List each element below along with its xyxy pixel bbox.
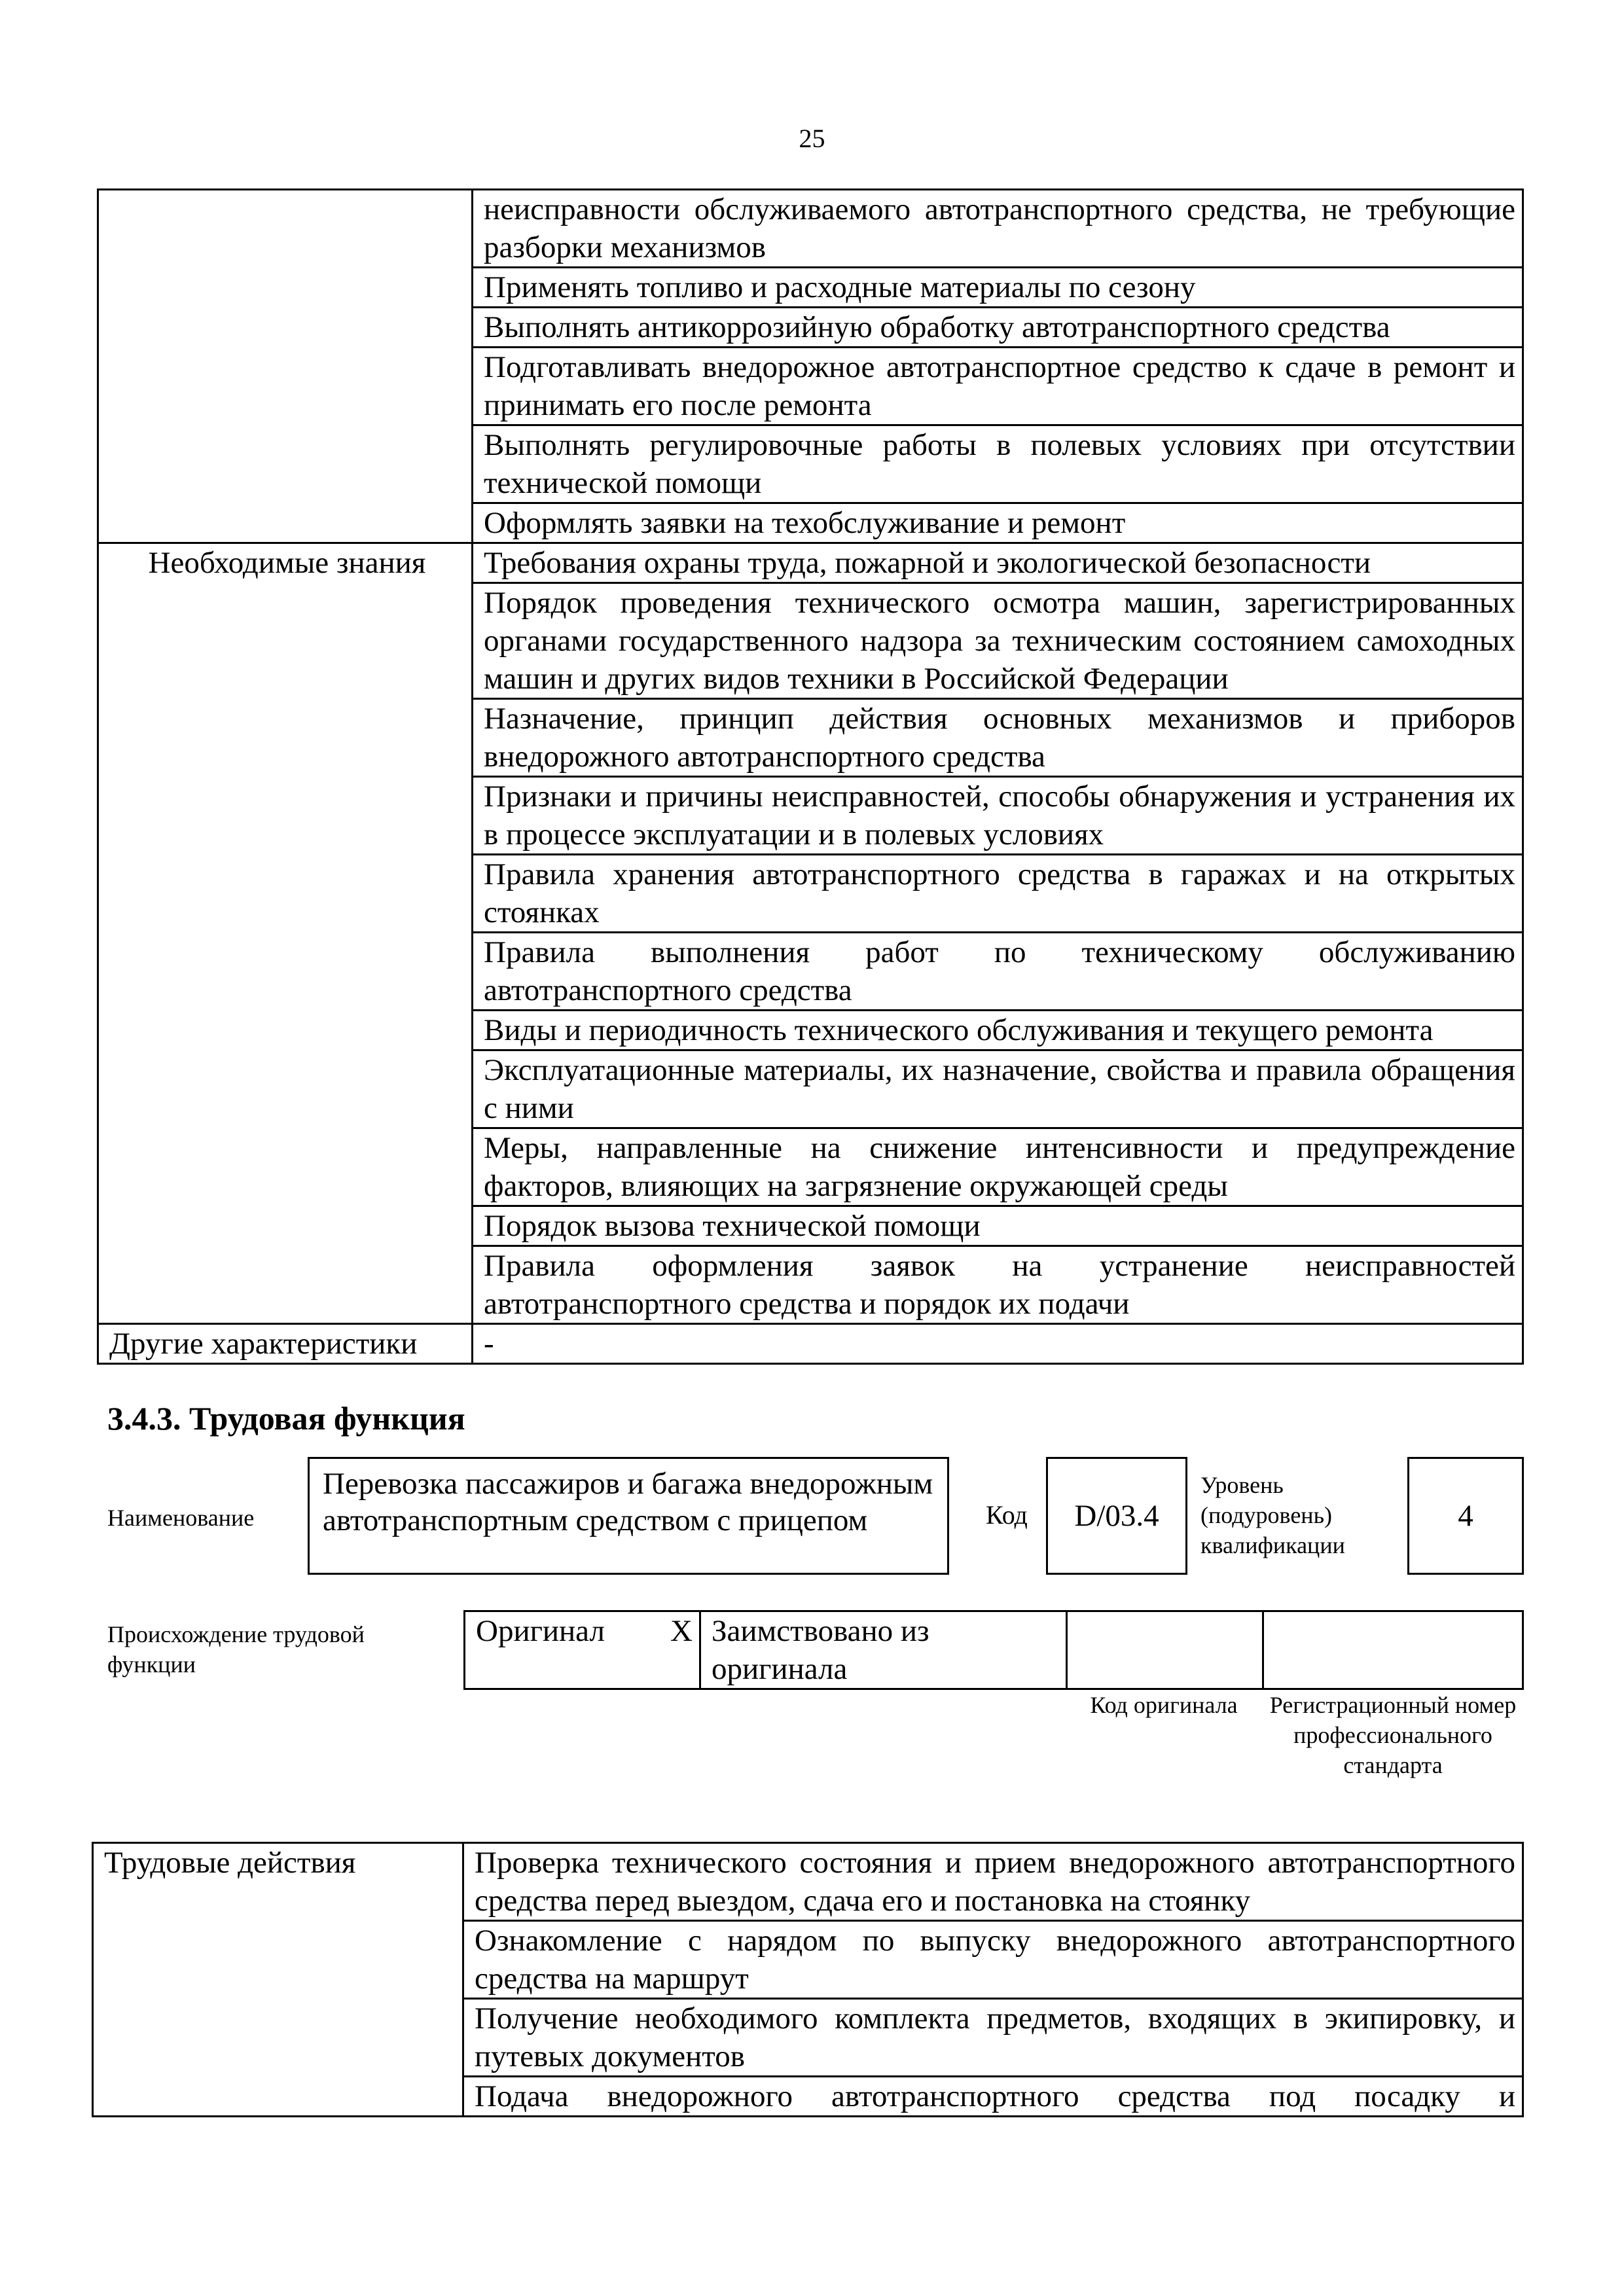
table-cell: Выполнять антикоррозийную обработку автотранспортного средства [473, 308, 1523, 348]
code-label: Код [986, 1500, 1028, 1530]
table-cell: Применять топливо и расходные материалы по сезону [473, 268, 1523, 308]
registration-number-cell [1263, 1611, 1523, 1689]
table-row [465, 1611, 1523, 1689]
table-cell: Проверка технического состояния и прием внедорожного автотранспортного средства перед выездом, сдача его и постановка на стоянку [463, 1843, 1523, 1921]
skills-label-cell [98, 190, 473, 543]
table-cell: Получение необходимого комплекта предметов, входящих в экипировку, и путевых документов [463, 1999, 1523, 2077]
actions-table [92, 1842, 1524, 2117]
table-cell: Правила оформления заявок на устранение неисправностей автотранспортного средства и порядок их подачи [473, 1246, 1523, 1324]
section-title: 3.4.3. Трудовая функция [107, 1400, 465, 1437]
table-cell: Требования охраны труда, пожарной и экологической безопасности [473, 543, 1523, 583]
table-cell: Правила хранения автотранспортного средства в гаражах и на открытых стоянках [473, 855, 1523, 933]
registration-caption: Регистрационный номер профессионального стандарта [1269, 1692, 1517, 1778]
table-cell: Назначение, принцип действия основных механизмов и приборов внедорожного автотранспортного средства [473, 699, 1523, 777]
origin-table [463, 1610, 1524, 1690]
function-name-box: Перевозка пассажиров и багажа внедорожным автотранспортным средством с прицепом [308, 1457, 949, 1575]
table-cell: Правила выполнения работ по техническому обслуживанию автотранспортного средства [473, 933, 1523, 1011]
table-cell: Эксплуатационные материалы, их назначение, свойства и правила обращения с ними [473, 1050, 1523, 1128]
actions-label: Трудовые действия [93, 1843, 463, 2117]
table-cell: Оформлять заявки на техобслуживание и ремонт [473, 503, 1523, 543]
borrowed-label: Заимствовано из оригинала [700, 1611, 1067, 1689]
table-row [98, 190, 1523, 268]
original-code-cell [1067, 1611, 1263, 1689]
table-cell: Порядок проведения технического осмотра машин, зарегистрированных органами государственного надзора за техническим состоянием самоходных машин и других видов техники в Российской Федерации [473, 583, 1523, 699]
table-row [98, 543, 1523, 583]
table-cell: Ознакомление с нарядом по выпуску внедорожного автотранспортного средства на маршрут [463, 1921, 1523, 1999]
table-cell: Подача внедорожного автотранспортного средства под посадку и [463, 2077, 1523, 2117]
name-label: Наименование [107, 1505, 255, 1531]
page-number: 25 [799, 124, 825, 153]
table-cell: Подготавливать внедорожное автотранспортное средство к сдаче в ремонт и принимать его после ремонта [473, 348, 1523, 425]
table-cell: Виды и периодичность технического обслуживания и текущего ремонта [473, 1011, 1523, 1050]
origin-label: Происхождение трудовой функции [107, 1621, 365, 1677]
table-row [98, 1324, 1523, 1364]
table-cell: Порядок вызова технической помощи [473, 1206, 1523, 1246]
level-label: Уровень (подуровень) квалификации [1200, 1472, 1345, 1558]
table-row [93, 1843, 1523, 1921]
skills-knowledge-table [97, 188, 1524, 1365]
table-cell: Меры, направленные на снижение интенсивности и предупреждение факторов, влияющих на загрязнение окружающей среды [473, 1128, 1523, 1206]
table-cell: Признаки и причины неисправностей, способы обнаружения и устранения их в процессе эксплуатации и в полевых условиях [473, 777, 1523, 855]
original-mark: X [670, 1614, 693, 1648]
table-cell: неисправности обслуживаемого автотранспортного средства, не требующие разборки механизмов [473, 190, 1523, 268]
knowledge-label: Необходимые знания [98, 543, 473, 1324]
code-caption: Код оригинала [1090, 1692, 1238, 1718]
original-cell [465, 1611, 700, 1689]
level-value-box: 4 [1407, 1457, 1524, 1575]
other-label: Другие характеристики [98, 1324, 473, 1364]
other-value: - [473, 1324, 1523, 1364]
original-label: Оригинал [476, 1614, 605, 1648]
code-value-box: D/03.4 [1046, 1457, 1187, 1575]
table-cell: Выполнять регулировочные работы в полевых условиях при отсутствии технической помощи [473, 425, 1523, 503]
